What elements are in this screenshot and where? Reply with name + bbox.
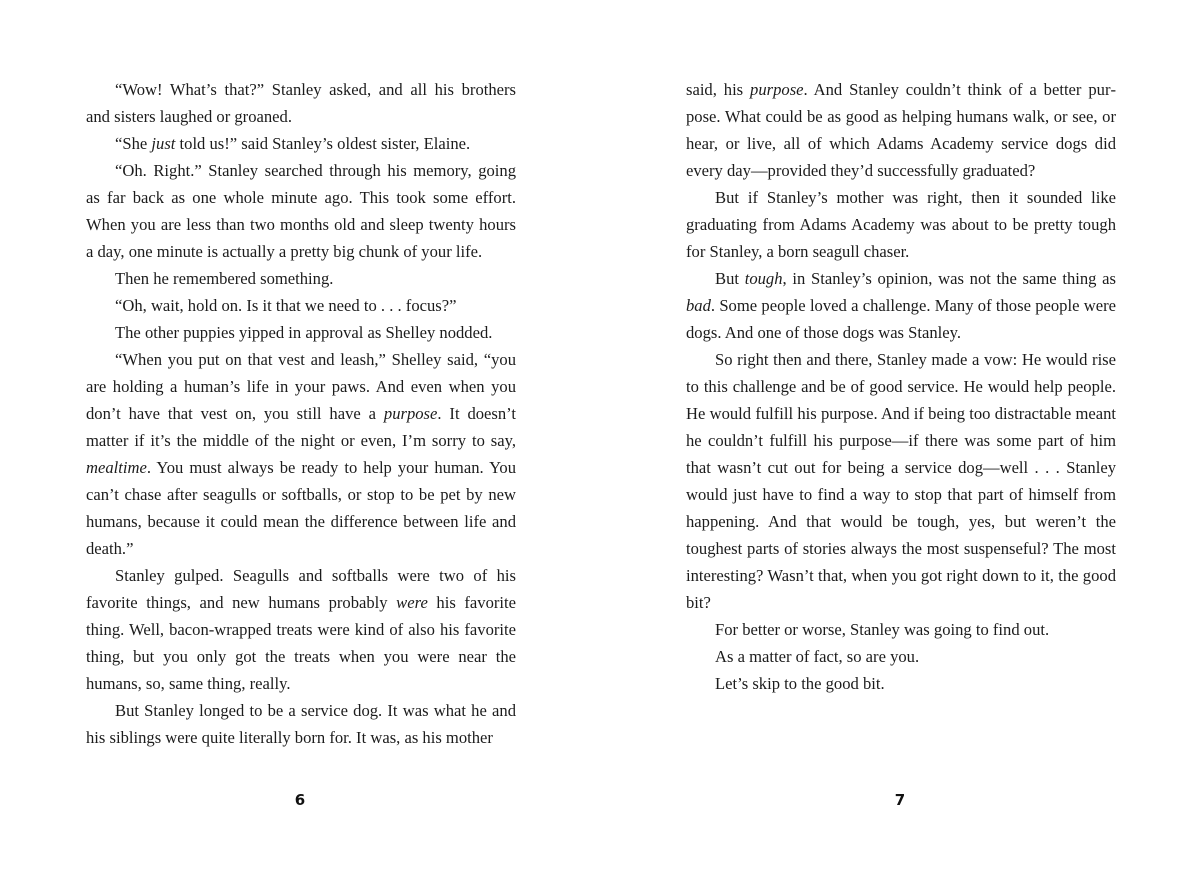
- paragraph: [86, 292, 516, 319]
- italic-text: bad: [686, 296, 711, 315]
- paragraph: [686, 616, 1116, 643]
- text-run: Then he remembered something.: [115, 269, 334, 288]
- text-run: Let’s skip to the good bit.: [715, 674, 885, 693]
- text-run: “When you put on that vest and leash,” Shelley said, “you are holding a human’s life in your paws. And even when you don’t have that vest on, you still have a: [86, 350, 516, 423]
- paragraph: [86, 562, 516, 697]
- paragraph: [86, 319, 516, 346]
- text-run: . You must always be ready to help your human. You can’t chase after seagulls or softballs, or stop to be pet by new humans, because it could mean the difference between life and death.”: [86, 458, 516, 558]
- paragraph: [686, 184, 1116, 265]
- text-run: “Wow! What’s that?” Stanley asked, and all his brothers and sisters laughed or groaned.: [86, 80, 516, 126]
- text-run: But Stanley longed to be a service dog. It was what he and his siblings were quite literally born for. It was, as his mother: [86, 701, 516, 747]
- paragraph: [86, 130, 516, 157]
- italic-text: tough: [744, 269, 783, 288]
- text-run: But if Stanley’s mother was right, then it sounded like graduating from Adams Academy was about to be pretty tough for Stanley, a born seagull chaser.: [686, 188, 1116, 261]
- italic-text: mealtime: [86, 458, 147, 477]
- left-page-number: 6: [294, 791, 306, 809]
- text-run: Stanley gulped. Seagulls and softballs were two of his favorite things, and new humans probably: [86, 566, 516, 612]
- text-run: said, his: [686, 80, 751, 99]
- paragraph: [686, 643, 1116, 670]
- paragraph: [86, 346, 516, 562]
- text-run: “Oh. Right.” Stanley searched through his memory, going as far back as one whole minute ago. This took some effort. When you are less than two months old and sleep twenty hours a day, one minute is actually a pretty big chunk of your life.: [86, 161, 516, 261]
- text-run: his favorite thing. Well, bacon-wrapped treats were kind of also his favorite thing, but you only got the treats when you were near the humans, so, same thing, really.: [86, 593, 516, 693]
- right-page-number: 7: [894, 791, 906, 809]
- paragraph: [86, 157, 516, 265]
- italic-text: purpose: [750, 80, 804, 99]
- text-run: . It doesn’t matter if it’s the middle of the night or even, I’m sorry to say,: [86, 404, 516, 450]
- text-run: . Some people loved a challenge. Many of those people were dogs. And one of those dogs was Stanley.: [686, 296, 1116, 342]
- text-run: For better or worse, Stanley was going to find out.: [715, 620, 1050, 639]
- italic-text: just: [151, 134, 176, 153]
- paragraph: [86, 76, 516, 130]
- paragraph: [86, 265, 516, 292]
- italic-text: purpose: [383, 404, 438, 423]
- text-run: , in Stanley’s opinion, was not the same thing as: [782, 269, 1117, 288]
- text-run: “Oh, wait, hold on. Is it that we need to . . . focus?”: [115, 296, 457, 315]
- left-page-text: [86, 76, 516, 751]
- text-run: The other puppies yipped in approval as Shelley nodded.: [115, 323, 493, 342]
- paragraph: [686, 76, 1116, 184]
- text-run: “She: [115, 134, 152, 153]
- text-run: told us!” said Stanley’s oldest sister, Elaine.: [175, 134, 471, 153]
- italic-text: were: [396, 593, 428, 612]
- paragraph: [686, 265, 1116, 346]
- right-page-text: [686, 76, 1116, 697]
- paragraph: [686, 346, 1116, 616]
- paragraph: [86, 697, 516, 751]
- paragraph: [686, 670, 1116, 697]
- text-run: But: [715, 269, 745, 288]
- text-run: So right then and there, Stanley made a vow: He would rise to this challenge and be of good service. He would help people. He would fulfill his purpose. And if being too distractable meant he couldn’t fulfill his purpose—if there was some part of him that wasn’t cut out for being a service dog—well . . . Stanley would just have to find a way to stop that part of himself from happening. And that would be tough, yes, but weren’t the toughest parts of stories always the most suspenseful? The most interesting? Wasn’t that, when you got right down to it, the good bit?: [686, 350, 1116, 612]
- text-run: . And Stanley couldn’t think of a better purpose. What could be as good as helping humans walk, or see, or hear, or live, all of which Adams Academy service dogs did every day—provided they’d successfully graduated?: [686, 80, 1116, 180]
- text-run: As a matter of fact, so are you.: [715, 647, 920, 666]
